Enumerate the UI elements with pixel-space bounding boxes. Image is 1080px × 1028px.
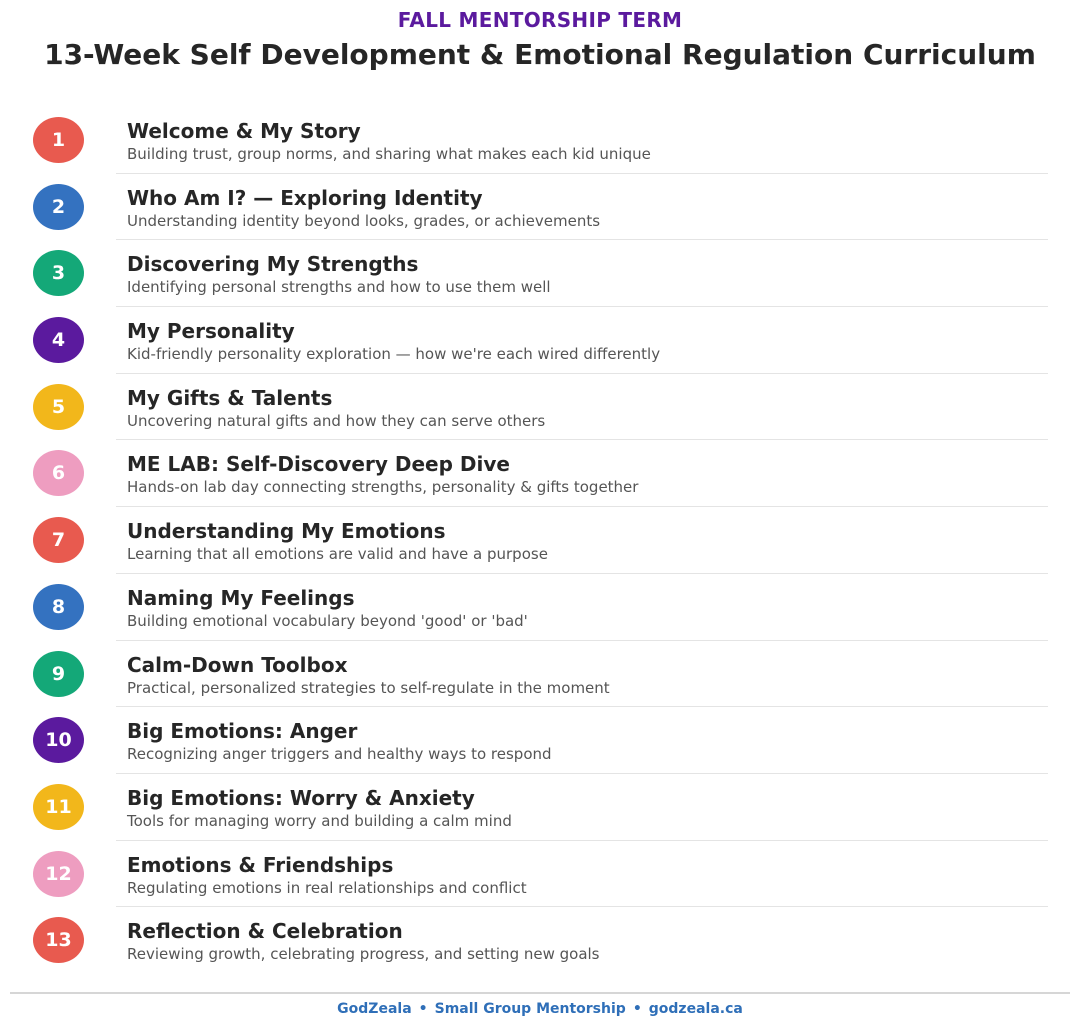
footer-divider [10,992,1070,994]
week-number-badge: 2 [33,184,84,230]
week-description: Kid-friendly personality exploration — how we're each wired differently [127,345,661,364]
footer-separator: • [632,1001,642,1017]
term-label: FALL MENTORSHIP TERM [397,8,683,32]
week-row [0,374,1080,441]
week-number-badge: 3 [33,250,84,296]
week-title: Naming My Feelings [127,585,355,610]
week-description: Learning that all emotions are valid and have a purpose [127,545,548,564]
week-row [0,707,1080,774]
week-title: Reflection & Celebration [127,919,403,944]
footer-website: godzeala.ca [648,1001,743,1017]
week-description: Building trust, group norms, and sharing what makes each kid unique [127,145,651,163]
week-description: Regulating emotions in real relationships and conflict [127,878,527,897]
week-row [0,574,1080,641]
week-description: Understanding identity beyond looks, grades, or achievements [127,211,601,230]
week-row [0,907,1080,974]
week-description: Reviewing growth, celebrating progress, and setting new goals [127,945,600,964]
week-number-badge: 5 [33,384,84,430]
footer [0,1001,1080,1017]
week-number-badge: 6 [33,450,84,496]
week-title: Big Emotions: Anger [127,719,358,744]
week-row [0,774,1080,841]
week-number-badge: 11 [33,784,84,830]
week-title: Calm-Down Toolbox [127,652,348,677]
week-title: ME LAB: Self-Discovery Deep Dive [127,452,510,477]
week-title: Welcome & My Story [127,119,361,143]
week-description: Hands-on lab day connecting strengths, personality & gifts together [127,478,639,497]
week-title: Emotions & Friendships [127,852,394,877]
week-description: Uncovering natural gifts and how they can serve others [127,411,546,430]
week-title: Who Am I? — Exploring Identity [127,185,483,210]
week-title: Big Emotions: Worry & Anxiety [127,785,475,810]
week-description: Tools for managing worry and building a calm mind [127,811,512,830]
week-number-badge: 7 [33,517,84,563]
week-description: Building emotional vocabulary beyond 'good' or 'bad' [127,611,528,630]
week-row [0,841,1080,908]
week-number-badge: 4 [33,317,84,363]
week-description: Practical, personalized strategies to self-regulate in the moment [127,678,610,697]
week-description: Identifying personal strengths and how to use them well [127,278,551,297]
week-title: My Personality [127,319,295,344]
footer-separator: • [418,1001,428,1017]
week-row [0,240,1080,307]
week-number-badge: 12 [33,851,84,897]
week-number-badge: 1 [33,117,84,163]
week-list [0,107,1080,974]
footer-program: Small Group Mentorship [434,1001,626,1017]
week-number-badge: 9 [33,651,84,697]
week-row [0,107,1080,174]
week-row [0,307,1080,374]
week-number-badge: 13 [33,917,84,963]
week-row [0,507,1080,574]
footer-brand: GodZeala [337,1001,412,1017]
page-title: 13-Week Self Development & Emotional Regulation Curriculum [44,38,1036,71]
week-row [0,641,1080,708]
week-number-badge: 10 [33,717,84,763]
week-title: Understanding My Emotions [127,519,446,544]
week-row [0,440,1080,507]
week-title: My Gifts & Talents [127,385,333,410]
week-number-badge: 8 [33,584,84,630]
week-title: Discovering My Strengths [127,252,419,277]
week-description: Recognizing anger triggers and healthy ways to respond [127,745,552,764]
week-row [0,174,1080,241]
